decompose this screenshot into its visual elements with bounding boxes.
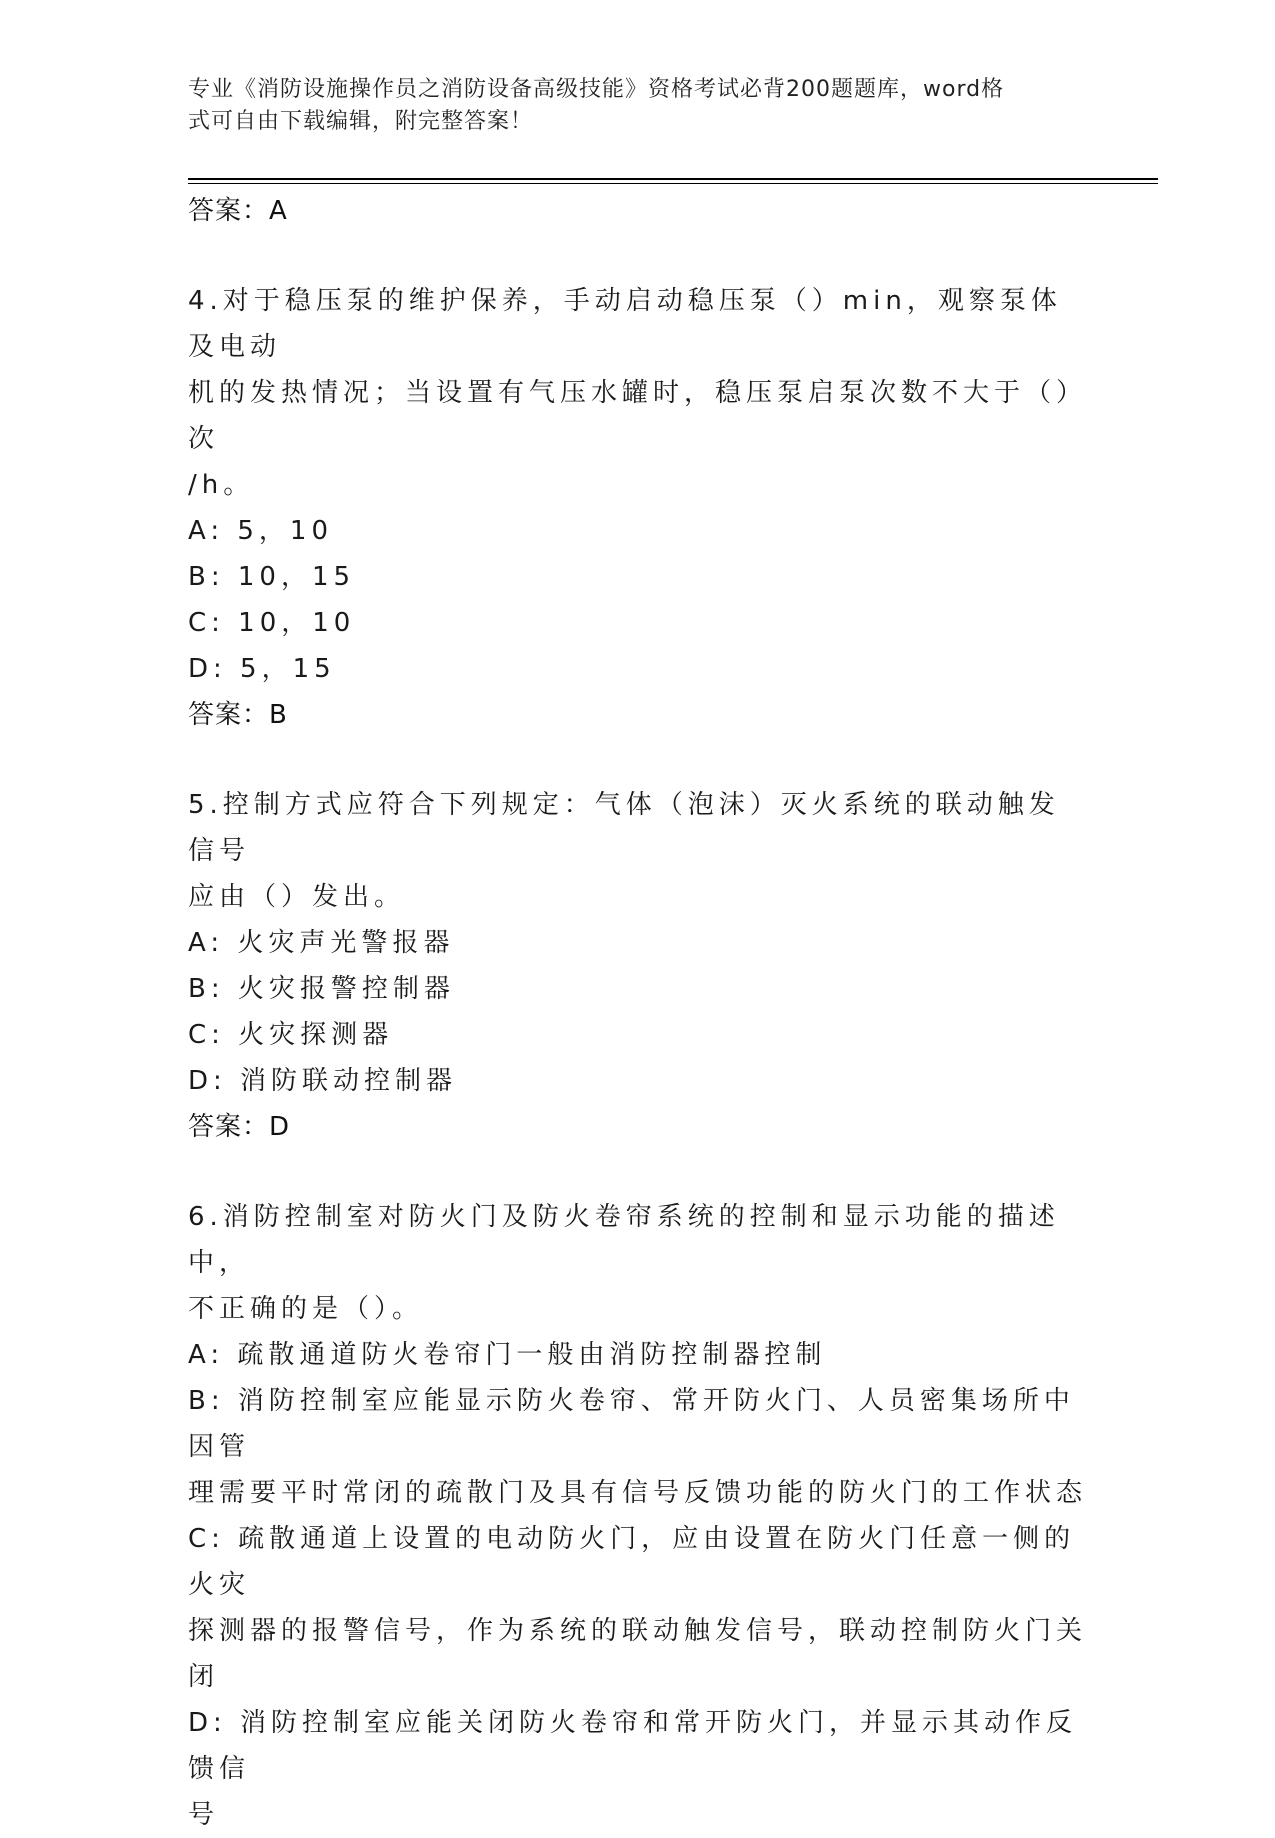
option-a: A: 5，10	[188, 516, 333, 546]
option-b: B: 消防控制室应能显示防火卷帘、常开防火门、人员密集场所中因管	[188, 1386, 1075, 1462]
answer-line: 答案：B	[188, 700, 288, 730]
question-stem-line: /h。	[188, 470, 255, 500]
question-4	[188, 278, 1088, 738]
question-stem-line: 应由（）发出。	[188, 882, 406, 912]
answer-line: 答案：A	[188, 196, 288, 226]
option-c-continued: 探测器的报警信号，作为系统的联动触发信号，联动控制防火门关闭	[188, 1616, 1088, 1692]
header-line-1: 专业《消防设施操作员之消防设备高级技能》资格考试必背200题题库，word格	[188, 77, 1005, 102]
header-divider-thick	[188, 178, 1158, 180]
option-a: A: 火灾声光警报器	[188, 928, 455, 958]
option-c: C: 疏散通道上设置的电动防火门，应由设置在防火门任意一侧的火灾	[188, 1524, 1076, 1600]
question-stem-line: 6.消防控制室对防火门及防火卷帘系统的控制和显示功能的描述中，	[188, 1202, 1060, 1278]
option-d-continued: 号	[188, 1800, 220, 1830]
question-stem-line: 机的发热情况；当设置有气压水罐时，稳压泵启泵次数不大于（）次	[188, 378, 1088, 454]
question-stem-line: 4.对于稳压泵的维护保养，手动启动稳压泵（）min，观察泵体及电动	[188, 286, 1062, 362]
option-b: B: 10，15	[188, 562, 356, 592]
question-6	[188, 1194, 1088, 1838]
option-b-continued: 理需要平时常闭的疏散门及具有信号反馈功能的防火门的工作状态	[188, 1478, 1088, 1508]
question-stem-line: 不正确的是（）。	[188, 1294, 424, 1324]
option-d: D: 消防联动控制器	[188, 1066, 458, 1096]
question-stem-line: 5.控制方式应符合下列规定：气体（泡沫）灭火系统的联动触发信号	[188, 790, 1060, 866]
document-header	[188, 74, 1068, 138]
option-d: D: 5，15	[188, 654, 336, 684]
question-list	[188, 188, 1088, 1838]
option-c: C: 火灾探测器	[188, 1020, 394, 1050]
option-a: A: 疏散通道防火卷帘门一般由消防控制器控制	[188, 1340, 827, 1370]
answer-line: 答案：D	[188, 1112, 291, 1142]
header-divider-thin	[188, 183, 1158, 184]
question-5	[188, 782, 1088, 1150]
header-line-2: 式可自由下载编辑，附完整答案！	[188, 109, 534, 134]
option-b: B: 火灾报警控制器	[188, 974, 455, 1004]
option-c: C: 10，10	[188, 608, 356, 638]
option-d: D: 消防控制室应能关闭防火卷帘和常开防火门，并显示其动作反馈信	[188, 1708, 1078, 1784]
